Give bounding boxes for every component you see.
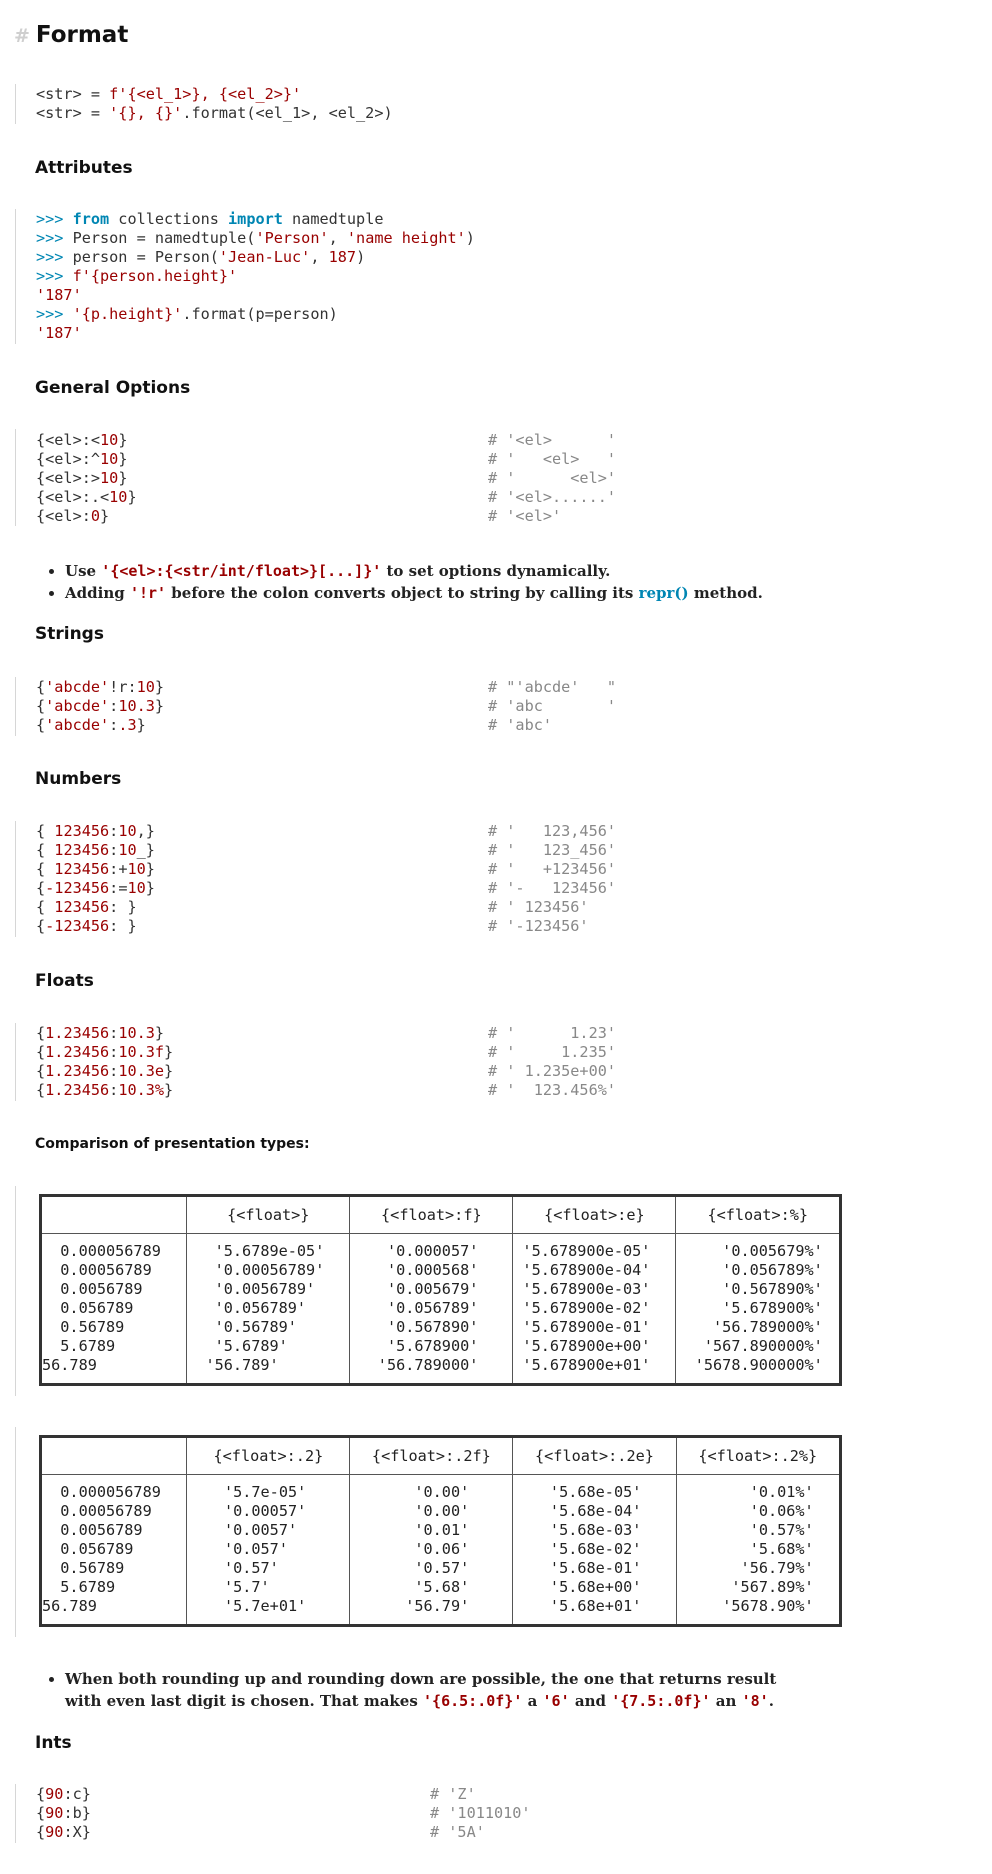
table-cell-value: '5.678900e-03' [513, 1280, 651, 1298]
general-options-code-block [36, 431, 137, 526]
code-line: {'abcde'!r:10} [36, 678, 165, 696]
bullet-list-options [35, 560, 825, 604]
code-block-bar [15, 209, 16, 344]
code-line: <str> = '{}, {}'.format(<el_1>, <el_2>) [36, 104, 393, 122]
table-cell-value: 0.00056789 [42, 1502, 152, 1520]
table-cell-value: '0.000568' [350, 1261, 479, 1279]
table-cell-value: 5.6789 [42, 1337, 116, 1355]
table-cell-value: '5.68%' [676, 1540, 814, 1558]
table-cell-value: '0.01%' [676, 1483, 814, 1501]
code-line: >>> Person = namedtuple('Person', 'name height') [36, 229, 475, 247]
code-line: {-123456:=10} [36, 879, 155, 897]
table-cell-value: '5.678900e-01' [513, 1318, 651, 1336]
table-cell [513, 1475, 676, 1626]
code-line: '187' [36, 286, 82, 304]
table-cell-value: '56.789000%' [676, 1318, 823, 1336]
comment-line: # ' 123456' [488, 898, 589, 916]
code-line: { 123456:+10} [36, 860, 155, 878]
comment-line: # ' <el>' [488, 469, 617, 487]
code-line: { 123456:10_} [36, 841, 155, 859]
table-cell-value: '56.79' [350, 1597, 470, 1615]
table-cell-value: 0.000056789 [42, 1483, 161, 1501]
table-cell-value: '5.678900' [350, 1337, 479, 1355]
code-line: {-123456: } [36, 917, 137, 935]
table-cell-value: 0.0056789 [42, 1521, 143, 1539]
heading-ints: Ints [35, 1733, 72, 1753]
table-cell-value: '5678.900000%' [676, 1356, 823, 1374]
list-item: • Use '{<el>:{<str/int/float>}[...]}' to set options dynamically. [65, 560, 825, 582]
comment-line: # '1011010' [430, 1804, 531, 1822]
comment-line: # ' 123,456' [488, 822, 617, 840]
table-cell-value: 56.789 [42, 1356, 97, 1374]
table-cell-value: '5.6789e-05' [187, 1242, 325, 1260]
table-cell-value: '0.57' [350, 1559, 470, 1577]
table-cell-value: '0.06%' [676, 1502, 814, 1520]
code-line: { 123456: } [36, 898, 137, 916]
code-block-bar [15, 429, 16, 526]
table-header-cell [41, 1437, 187, 1475]
presentation-types-table-2 [39, 1435, 842, 1627]
general-options-comments [488, 431, 616, 526]
comment-line: # ' 123.456%' [488, 1081, 617, 1099]
table-cell-value: '0.056789%' [676, 1261, 823, 1279]
table-header-cell: {<float>:%} [676, 1196, 841, 1234]
table-cell [41, 1475, 187, 1626]
table-cell-value: '0.0057' [187, 1521, 298, 1539]
table-cell-value: '5.678900e+01' [513, 1356, 651, 1374]
heading-numbers: Numbers [35, 769, 122, 789]
table-cell-value: '0.057' [187, 1540, 288, 1558]
code-line: >>> from collections import namedtuple [36, 210, 384, 228]
comment-line: # '<el>......' [488, 488, 617, 506]
table-cell-value: '5.68e-03' [513, 1521, 642, 1539]
strings-comments [488, 678, 616, 735]
code-block-bar [15, 84, 16, 124]
floats-comments [488, 1024, 616, 1100]
table-cell-value: '0.01' [350, 1521, 470, 1539]
comment-line: # 'abc' [488, 716, 553, 734]
code-line: {90:b} [36, 1804, 91, 1822]
table-body-row [41, 1475, 841, 1626]
table-cell-value: '5.68e-01' [513, 1559, 642, 1577]
table-cell-value: '0.00057' [187, 1502, 307, 1520]
table-cell-value: '5.68e+01' [513, 1597, 642, 1615]
table-cell-value: '567.89%' [676, 1578, 814, 1596]
comment-line: # 'Z' [430, 1785, 476, 1803]
table-cell-value: '0.57%' [676, 1521, 814, 1539]
code-line: {<el>:<10} [36, 431, 128, 449]
comment-line: # '- 123456' [488, 879, 617, 897]
table-cell-value: 56.789 [42, 1597, 97, 1615]
code-line: {1.23456:10.3e} [36, 1062, 174, 1080]
comment-line: # ' 1.235e+00' [488, 1062, 617, 1080]
table-cell-value: '5.7e+01' [187, 1597, 307, 1615]
table-header-cell: {<float>:.2f} [350, 1437, 513, 1475]
table-cell-value: '5.68e-05' [513, 1483, 642, 1501]
heading-floats: Floats [35, 971, 94, 991]
heading-comparison: Comparison of presentation types: [35, 1136, 310, 1152]
code-line: { 123456:10,} [36, 822, 155, 840]
table-header-cell: {<float>:.2} [187, 1437, 350, 1475]
code-line: >>> '{p.height}'.format(p=person) [36, 305, 338, 323]
anchor-hash-icon[interactable]: # [14, 25, 30, 47]
table-cell-value: '0.00' [350, 1483, 470, 1501]
ints-code-block [36, 1785, 91, 1842]
code-line: >>> f'{person.height}' [36, 267, 238, 285]
table-cell-value: '5.68e-02' [513, 1540, 642, 1558]
table-cell [350, 1475, 513, 1626]
list-item: • Adding '!r' before the colon converts object to string by calling its repr() method. [65, 582, 825, 604]
table-cell-value: '5.6789' [187, 1337, 288, 1355]
page-title [14, 22, 128, 48]
table-cell-value: '5.68' [350, 1578, 470, 1596]
code-line: {1.23456:10.3%} [36, 1081, 174, 1099]
table-cell-value: '0.567890' [350, 1318, 479, 1336]
heading-general-options: General Options [35, 378, 191, 398]
presentation-types-table-1 [39, 1194, 842, 1386]
table-header-cell: {<float>:f} [350, 1196, 513, 1234]
table-block-bar [15, 1427, 16, 1637]
comment-line: # '-123456' [488, 917, 589, 935]
attributes-code-block [36, 210, 475, 343]
strings-code-block [36, 678, 164, 735]
table-cell-value: '5.678900e-02' [513, 1299, 651, 1317]
list-item: • When both rounding up and rounding down are possible, the one that returns result with even last digit is chosen. That makes '{6.5:.0f}' a '6' and '{7.5:.0f}' an '8'. [65, 1668, 785, 1712]
comment-line: # '<el> ' [488, 431, 617, 449]
comment-line: # '<el>' [488, 507, 562, 525]
table-cell-value: '5.678900e-04' [513, 1261, 651, 1279]
code-line: {'abcde':.3} [36, 716, 146, 734]
code-line: {1.23456:10.3} [36, 1024, 165, 1042]
code-line: {<el>:0} [36, 507, 110, 525]
code-line: {<el>:>10} [36, 469, 128, 487]
comment-line: # "'abcde' " [488, 678, 617, 696]
comment-line: # ' 1.23' [488, 1024, 617, 1042]
table-cell [187, 1475, 350, 1626]
table-cell-value: '5.678900%' [676, 1299, 823, 1317]
table-cell-value: 0.00056789 [42, 1261, 152, 1279]
table-cell-value: '5.68e-04' [513, 1502, 642, 1520]
table-cell-value: '0.00056789' [187, 1261, 325, 1279]
table-cell [187, 1234, 350, 1385]
table-header-cell: {<float>:.2%} [676, 1437, 840, 1475]
table-cell-value: 0.000056789 [42, 1242, 161, 1260]
table-cell-value: '56.789' [187, 1356, 279, 1374]
heading-strings: Strings [35, 624, 104, 644]
comment-line: # ' 1.235' [488, 1043, 617, 1061]
table-cell-value: '5.7' [187, 1578, 270, 1596]
code-line: {<el>:.<10} [36, 488, 137, 506]
code-block-bar [15, 677, 16, 736]
heading-attributes: Attributes [35, 158, 133, 178]
table-header-row [41, 1437, 841, 1475]
numbers-code-block [36, 822, 155, 936]
table-cell-value: '0.57' [187, 1559, 279, 1577]
comment-line: # ' <el> ' [488, 450, 617, 468]
table-cell-value: '0.005679' [350, 1280, 479, 1298]
table-cell-value: '5.68e+00' [513, 1578, 642, 1596]
ints-comments [430, 1785, 531, 1842]
table-cell-value: 0.0056789 [42, 1280, 143, 1298]
comment-line: # ' 123_456' [488, 841, 617, 859]
table-cell-value: '0.005679%' [676, 1242, 823, 1260]
table-cell-value: '0.056789' [350, 1299, 479, 1317]
table-cell-value: '567.890000%' [676, 1337, 823, 1355]
table-block-bar [15, 1186, 16, 1396]
table-cell-value: '0.567890%' [676, 1280, 823, 1298]
code-line: >>> person = Person('Jean-Luc', 187) [36, 248, 366, 266]
table-cell-value: '5.678900e-05' [513, 1242, 651, 1260]
table-cell [350, 1234, 513, 1385]
floats-code-block [36, 1024, 173, 1100]
page-title-text: Format [35, 22, 129, 48]
table-cell-value: '56.79%' [676, 1559, 814, 1577]
code-line: {90:c} [36, 1785, 91, 1803]
table-cell-value: '0.056789' [187, 1299, 307, 1317]
table-header-cell: {<float>} [187, 1196, 350, 1234]
code-line: {1.23456:10.3f} [36, 1043, 174, 1061]
numbers-comments [488, 822, 616, 936]
comment-line: # 'abc ' [488, 697, 617, 715]
table-header-cell: {<float>:.2e} [513, 1437, 676, 1475]
table-cell-value: 0.056789 [42, 1540, 134, 1558]
table-body-row [41, 1234, 841, 1385]
code-block-bar [15, 821, 16, 937]
table-header-row [41, 1196, 841, 1234]
code-block-bar [15, 1784, 16, 1843]
table-cell-value: 0.056789 [42, 1299, 134, 1317]
table-cell-value: '5678.90%' [676, 1597, 814, 1615]
table-cell-value: '56.789000' [350, 1356, 479, 1374]
table-header-cell: {<float>:e} [513, 1196, 676, 1234]
table-cell-value: '5.678900e+00' [513, 1337, 651, 1355]
table-cell [41, 1234, 187, 1385]
comment-line: # ' +123456' [488, 860, 617, 878]
code-line: <str> = f'{<el_1>}, {<el_2>}' [36, 85, 302, 103]
table-cell-value: '0.000057' [350, 1242, 479, 1260]
comment-line: # '5A' [430, 1823, 485, 1841]
table-header-cell [41, 1196, 187, 1234]
code-line: {90:X} [36, 1823, 91, 1841]
code-line: {<el>:^10} [36, 450, 128, 468]
table-cell [676, 1475, 840, 1626]
table-cell-value: '0.0056789' [187, 1280, 316, 1298]
table-cell-value: '5.7e-05' [187, 1483, 307, 1501]
table-cell-value: '0.56789' [187, 1318, 297, 1336]
table-cell [676, 1234, 841, 1385]
table-cell-value: 5.6789 [42, 1578, 116, 1596]
intro-code-block [36, 85, 393, 123]
table-cell-value: 0.56789 [42, 1559, 125, 1577]
table-cell-value: '0.06' [350, 1540, 470, 1558]
table-cell [513, 1234, 676, 1385]
table-cell-value: '0.00' [350, 1502, 470, 1520]
code-block-bar [15, 1023, 16, 1101]
code-line: {'abcde':10.3} [36, 697, 165, 715]
code-line: '187' [36, 324, 82, 342]
bullet-list-rounding [35, 1668, 785, 1712]
table-cell-value: 0.56789 [42, 1318, 125, 1336]
